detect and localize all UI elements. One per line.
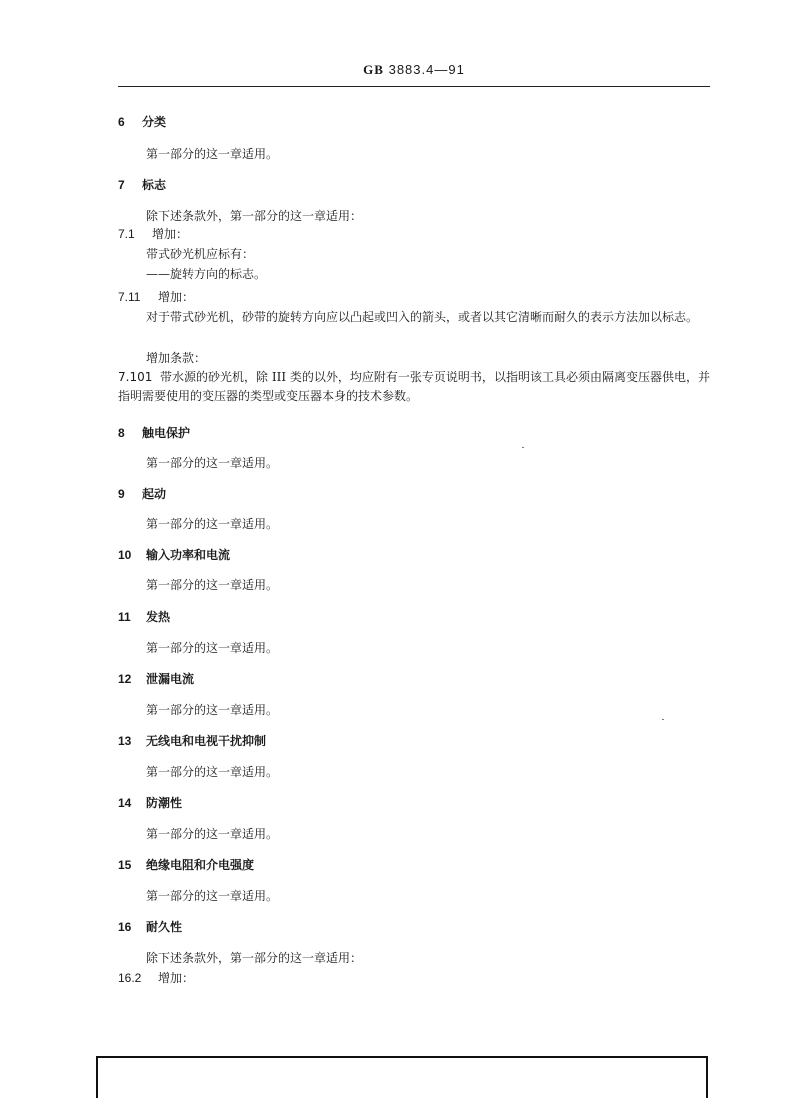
section-8-body: 第一部分的这一章适用。 xyxy=(146,456,279,470)
clause-label: 增加： xyxy=(158,971,195,985)
section-title: 分类 xyxy=(142,115,167,129)
section-number: 11 xyxy=(118,610,131,624)
section-12-heading xyxy=(118,671,194,687)
clause-number: 7.1 xyxy=(118,227,135,241)
section-14-heading xyxy=(118,795,182,811)
add-clause-label: 增加条款： xyxy=(146,351,207,365)
clause-label: 增加： xyxy=(158,290,195,304)
clause-7-1-line2: ——旋转方向的标志。 xyxy=(146,267,267,281)
clause-number: 7.101 xyxy=(118,370,153,384)
section-7-intro: 除下述条款外，第一部分的这一章适用： xyxy=(146,209,363,223)
section-number: 15 xyxy=(118,858,132,872)
section-6-body: 第一部分的这一章适用。 xyxy=(146,147,279,161)
section-15-heading xyxy=(118,857,254,873)
section-13-body: 第一部分的这一章适用。 xyxy=(146,765,279,779)
section-title: 无线电和电视干扰抑制 xyxy=(146,734,267,748)
header-rule xyxy=(118,86,710,87)
section-16-heading xyxy=(118,919,182,935)
section-8-heading xyxy=(118,425,190,441)
section-number: 7 xyxy=(118,178,125,192)
section-9-body: 第一部分的这一章适用。 xyxy=(146,517,279,531)
section-14-body: 第一部分的这一章适用。 xyxy=(146,827,279,841)
section-title: 输入功率和电流 xyxy=(146,548,231,562)
section-6-heading xyxy=(118,114,166,130)
section-10-body: 第一部分的这一章适用。 xyxy=(146,578,279,592)
section-11-heading xyxy=(118,609,170,625)
section-number: 10 xyxy=(118,548,132,562)
section-number: 9 xyxy=(118,487,125,501)
standard-code: 3883.4—91 xyxy=(388,62,465,77)
page-header xyxy=(118,62,710,78)
clause-7-101 xyxy=(118,368,710,406)
scan-speck xyxy=(662,719,664,720)
clause-7-11 xyxy=(118,289,194,305)
standard-prefix: GB xyxy=(363,62,384,77)
section-12-body: 第一部分的这一章适用。 xyxy=(146,703,279,717)
clause-7-11-text: 对于带式砂光机，砂带的旋转方向应以凸起或凹入的箭头，或者以其它清晰而耐久的表示方法加以标志。 xyxy=(146,310,699,324)
section-title: 防潮性 xyxy=(146,796,183,810)
section-title: 耐久性 xyxy=(146,920,183,934)
clause-16-2 xyxy=(118,970,194,986)
section-11-body: 第一部分的这一章适用。 xyxy=(146,641,279,655)
clause-7-1-line1: 带式砂光机应标有： xyxy=(146,247,255,261)
section-title: 绝缘电阻和介电强度 xyxy=(146,858,255,872)
section-title: 泄漏电流 xyxy=(146,672,195,686)
section-15-body: 第一部分的这一章适用。 xyxy=(146,889,279,903)
bottom-frame-border xyxy=(96,1056,708,1098)
section-number: 12 xyxy=(118,672,132,686)
section-number: 13 xyxy=(118,734,132,748)
section-7-heading xyxy=(118,177,166,193)
clause-number: 16.2 xyxy=(118,971,142,985)
clause-label: 增加： xyxy=(152,227,189,241)
clause-number: 7.11 xyxy=(118,290,141,304)
clause-7-101-text: 带水源的砂光机，除 III 类的以外，均应附有一张专页说明书，以指明该工具必须由隔离变压器供电，并指明需要使用的变压器的类型或变压器本身的技术参数。 xyxy=(118,370,710,403)
clause-7-1 xyxy=(118,226,188,242)
section-9-heading xyxy=(118,486,166,502)
section-10-heading xyxy=(118,547,230,563)
section-title: 触电保护 xyxy=(142,426,191,440)
section-13-heading xyxy=(118,733,266,749)
section-title: 标志 xyxy=(142,178,167,192)
section-title: 起动 xyxy=(142,487,167,501)
section-16-intro: 除下述条款外，第一部分的这一章适用： xyxy=(146,951,363,965)
section-number: 8 xyxy=(118,426,125,440)
section-title: 发热 xyxy=(146,610,171,624)
section-number: 16 xyxy=(118,920,132,934)
section-number: 14 xyxy=(118,796,132,810)
scan-speck xyxy=(522,447,524,448)
section-number: 6 xyxy=(118,115,125,129)
